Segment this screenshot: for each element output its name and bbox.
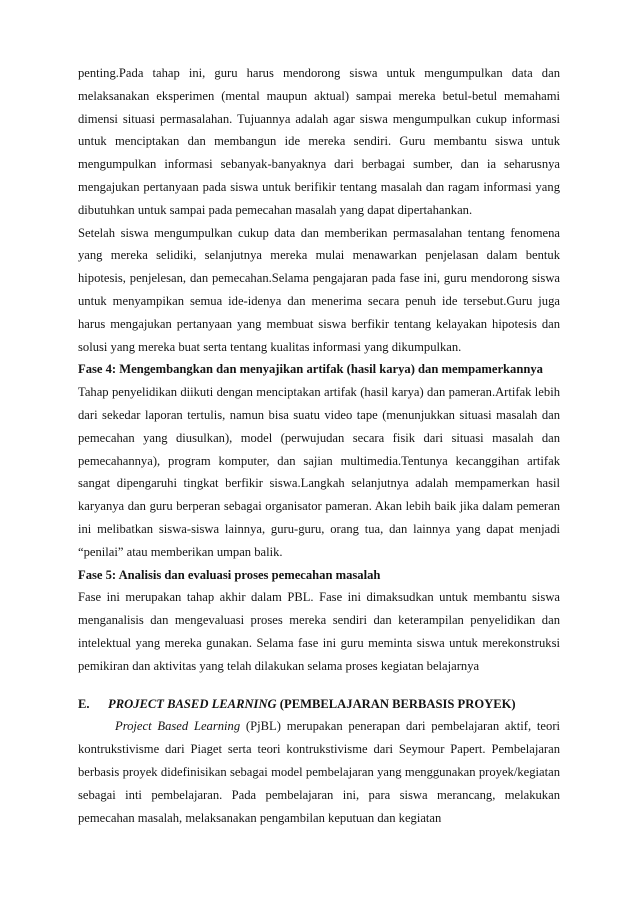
paragraph-hypothesis: Setelah siswa mengumpulkan cukup data dan memberikan permasalahan tentang fenomena yang mereka selidiki, selanjutnya mereka mulai menawarkan penjelasan dalam bentuk hipotesis, penjelesan, dan pemecahan.Selama pengajaran pada fase ini, guru mendorong siswa untuk menyampikan semua ide-idenya dan menerima secara penuh ide tersebut.Guru juga harus mengajukan pertanyaan yang membuat siswa berfikir tentang kelayakan hipotesis dan solusi yang mereka buat serta tentang kualitas informasi yang dikumpulkan. bbox=[78, 225, 560, 354]
paragraph-pjbl bbox=[78, 715, 560, 829]
section-spacer bbox=[78, 678, 560, 693]
section-title bbox=[108, 693, 516, 716]
section-letter: E. bbox=[78, 696, 90, 711]
paragraph-evaluation: Fase ini merupakan tahap akhir dalam PBL. Fase ini dimaksudkan untuk membantu siswa menganalisis dan mengevaluasi proses mereka sendiri dan keterampilan penyelidikan dan intelektual yang mereka gunakan. Selama fase ini guru meminta siswa untuk merekonstruksi pemikiran dan aktivitas yang telah dilakukan selama proses kegiatan belajarnya bbox=[78, 590, 560, 673]
section-title-indonesian: (PEMBELAJARAN BERBASIS PROYEK) bbox=[276, 696, 516, 711]
pjbl-body: (PjBL) merupakan penerapan dari pembelajaran aktif, teori kontrukstivisme dari Piaget serta teori kontrukstivisme dari Seymour Papert. Pembelajaran berbasis proyek didefinisikan sebagai model pembelajaran yang menggunakan proyek/kegiatan sebagai inti pembelajaran. Pada pembelajaran ini, para siswa merancang, melakukan pemecahan masalah, melaksanakan pengambilan keputuan dan kegiatan bbox=[78, 719, 561, 825]
section-title-english: PROJECT BASED LEARNING bbox=[108, 696, 277, 711]
section-e-heading bbox=[78, 693, 560, 716]
heading-fase-5: Fase 5: Analisis dan evaluasi proses pemecahan masalah bbox=[78, 567, 381, 582]
paragraph-data-collection: penting.Pada tahap ini, guru harus mendorong siswa untuk mengumpulkan data dan melaksanakan eksperimen (mental maupun aktual) sampai mereka betul-betul memahami dimensi situasi permasalahan. Tujuannya adalah agar siswa mengumpulkan cukup informasi untuk menciptakan dan membangun ide mereka sendiri. Guru membantu siswa untuk mengumpulkan informasi sebanyak-banyaknya dari berbagai sumber, dan ia seharusnya mengajukan pertanyaan pada siswa untuk berifikir tentang masalah dan ragam informasi yang dibutuhkan untuk sampai pada pemecahan masalah yang dapat dipertahankan. bbox=[78, 66, 560, 217]
document-page bbox=[78, 62, 560, 829]
paragraph-artifact: Tahap penyelidikan diikuti dengan menciptakan artifak (hasil karya) dan pameran.Artifak lebih dari sekedar laporan tertulis, namun bisa suatu video tape (menunjukkan situasi masalah dan pemecahan yang diusulkan), model (perwujudan secara fisik dari situasi masalah dan pemecahannya), program komputer, dan sajian multimedia.Tentunya kecanggihan artifak sangat dipengaruhi tingkat berfikir siswa.Langkah selanjutnya adalah mempamerkan hasil karyanya dan guru berperan sebagai organisator pameran. Akan lebih baik jika dalam pemeran ini melibatkan siswa-siswa lainnya, guru-guru, orang tua, dan lainnya yang dapat menjadi “penilai” atau memberikan umpan balik. bbox=[78, 385, 560, 559]
pjbl-term: Project Based Learning bbox=[115, 719, 241, 734]
heading-fase-4: Fase 4: Mengembangkan dan menyajikan artifak (hasil karya) dan mempamerkannya bbox=[78, 362, 543, 377]
